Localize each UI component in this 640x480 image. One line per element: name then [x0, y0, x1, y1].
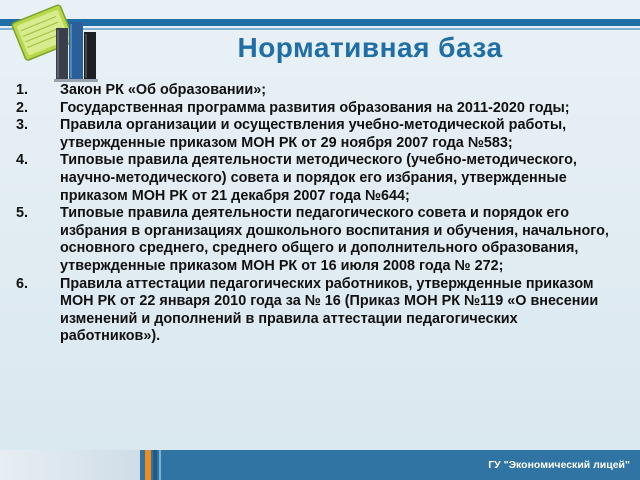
list-item-text: Типовые правила деятельности педагогического совета и порядок его избрания в организациях дошкольного воспитания и обучения, начального, основного среднего, среднего общего и дополнительного образования, утвержденные приказом МОН РК от 16 июля 2008 года № 272; [60, 205, 609, 274]
list-item [16, 100, 621, 118]
regulations-list-container [16, 82, 621, 448]
footer-left-panel [0, 450, 140, 480]
list-item [16, 152, 621, 205]
list-item-number: 2. [16, 99, 29, 116]
page-title: Нормативная база [237, 32, 503, 63]
footer-dark-stripe [153, 450, 157, 480]
list-item-number: 4. [16, 152, 29, 169]
list-item-text: Государственная программа развития образования на 2011-2020 годы; [60, 99, 570, 116]
list-item-number: 5. [16, 205, 29, 222]
list-item-text: Правила организации и осуществления учебно-методической работы, утвержденные приказом МОН РК от 29 ноября 2007 года №583; [60, 117, 567, 151]
regulations-list [16, 82, 621, 346]
list-item [16, 82, 621, 100]
footer-light-stripe [159, 450, 161, 480]
list-item-number: 1. [16, 82, 29, 98]
footer-organization-name: ГУ "Экономический лицей" [488, 459, 630, 471]
list-item-text: Типовые правила деятельности методического (учебно-методического, научно-методического) совета и порядок его избрания, утвержденные приказом МОН РК от 21 декабря 2007 года №644; [60, 152, 577, 204]
books-icon [6, 2, 106, 84]
list-item-number: 6. [16, 275, 29, 292]
list-item [16, 205, 621, 275]
list-item [16, 117, 621, 152]
list-item-text: Закон РК «Об образовании»; [60, 82, 267, 98]
footer-orange-stripe [145, 450, 151, 480]
list-item [16, 276, 621, 346]
list-item-text: Правила аттестации педагогических работников, утвержденные приказом МОН РК от 22 января 2010 года за № 16 (Приказ МОН РК №119 «О внесении изменений и дополнений в правила аттестации педагогических работников»). [60, 275, 599, 345]
list-item-number: 3. [16, 117, 29, 134]
